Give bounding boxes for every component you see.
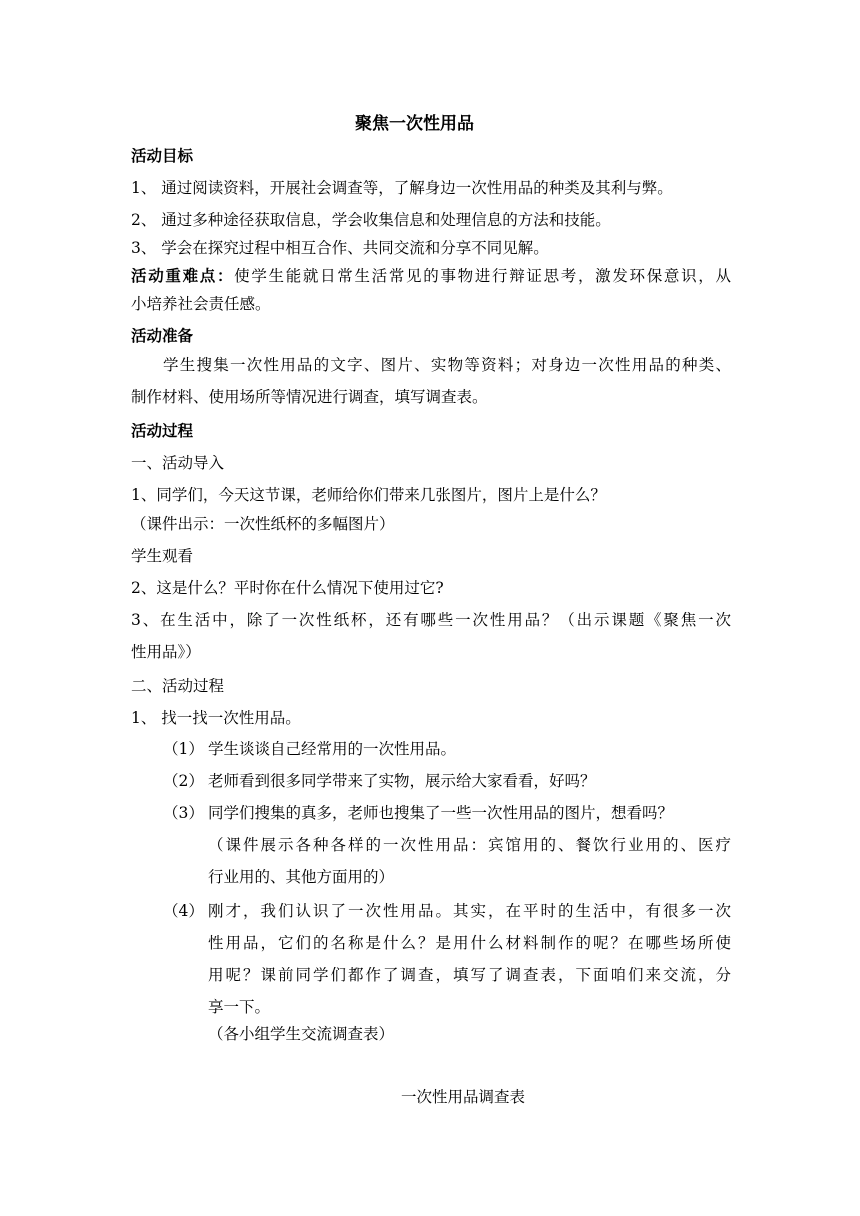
- part1-line-6: 性用品》）: [131, 643, 201, 661]
- process-heading: 活动过程: [131, 422, 194, 440]
- part1-line-5: 3、在生活中，除了一次性纸杯，还有哪些一次性用品？（出示课题《聚焦一次: [131, 611, 731, 629]
- sub-4-number: （4）: [163, 902, 204, 920]
- sub-3-line-3: 行业用的、其他方面用的）: [208, 868, 395, 886]
- document-title: 聚焦一次性用品: [355, 114, 474, 134]
- prep-line-1: 学生搜集一次性用品的文字、图片、实物等资料；对身边一次性用品的种类、: [163, 356, 731, 374]
- sub-4-line-5: （各小组学生交流调查表）: [208, 1025, 395, 1043]
- sub-4-line-2: 性用品，它们的名称是什么？是用什么材料制作的呢？在哪些场所使: [208, 934, 731, 952]
- sub-2-line-1: 老师看到很多同学带来了实物，展示给大家看看，好吗？: [208, 772, 596, 790]
- part1-heading: 一、活动导入: [131, 454, 225, 472]
- part2-heading: 二、活动过程: [131, 677, 225, 695]
- step-1: 1、 找一找一次性用品。: [131, 709, 301, 727]
- sub-3-line-2: （课件展示各种各样的一次性用品：宾馆用的、餐饮行业用的、医疗: [208, 836, 731, 854]
- prep-heading: 活动准备: [131, 327, 194, 345]
- table-title: 一次性用品调查表: [401, 1088, 526, 1106]
- prep-line-2: 制作材料、使用场所等情况进行调查，填写调查表。: [131, 388, 488, 406]
- sub-3-number: （3）: [163, 804, 204, 822]
- sub-3-line-1: 同学们搜集的真多，老师也搜集了一些一次性用品的图片，想看吗？: [208, 804, 674, 822]
- sub-2-number: （2）: [163, 772, 204, 790]
- goal-item-1: 1、 通过阅读资料，开展社会调查等，了解身边一次性用品的种类及其利与弊。: [131, 179, 673, 197]
- part1-line-3: 学生观看: [131, 547, 194, 565]
- keypoints-line-2: 小培养社会责任感。: [131, 295, 271, 313]
- sub-4-line-1: 刚才，我们认识了一次性用品。其实，在平时的生活中，有很多一次: [208, 902, 731, 920]
- goal-item-2: 2、 通过多种途径获取信息，学会收集信息和处理信息的方法和技能。: [131, 211, 611, 229]
- goal-item-3: 3、 学会在探究过程中相互合作、共同交流和分享不同见解。: [131, 239, 549, 257]
- keypoints-line-1: 使学生能就日常生活常见的事物进行辩证思考，激发环保意识，从: [234, 267, 731, 285]
- part1-line-2: （课件出示：一次性纸杯的多幅图片）: [131, 515, 395, 533]
- sub-4-line-3: 用呢？课前同学们都作了调查，填写了调查表，下面咱们来交流，分: [208, 966, 731, 984]
- part1-line-4: 2、这是什么？平时你在什么情况下使用过它?: [131, 579, 444, 597]
- part1-line-1: 1、同学们，今天这节课，老师给你们带来几张图片，图片上是什么？: [131, 486, 606, 504]
- goals-heading: 活动目标: [131, 147, 194, 165]
- sub-1-number: （1）: [163, 740, 204, 758]
- sub-4-line-4: 享一下。: [208, 998, 271, 1016]
- keypoints-heading: 活动重难点：: [131, 267, 235, 285]
- keypoints-paragraph: [131, 266, 731, 286]
- sub-1-line-1: 学生谈谈自己经常用的一次性用品。: [208, 740, 457, 758]
